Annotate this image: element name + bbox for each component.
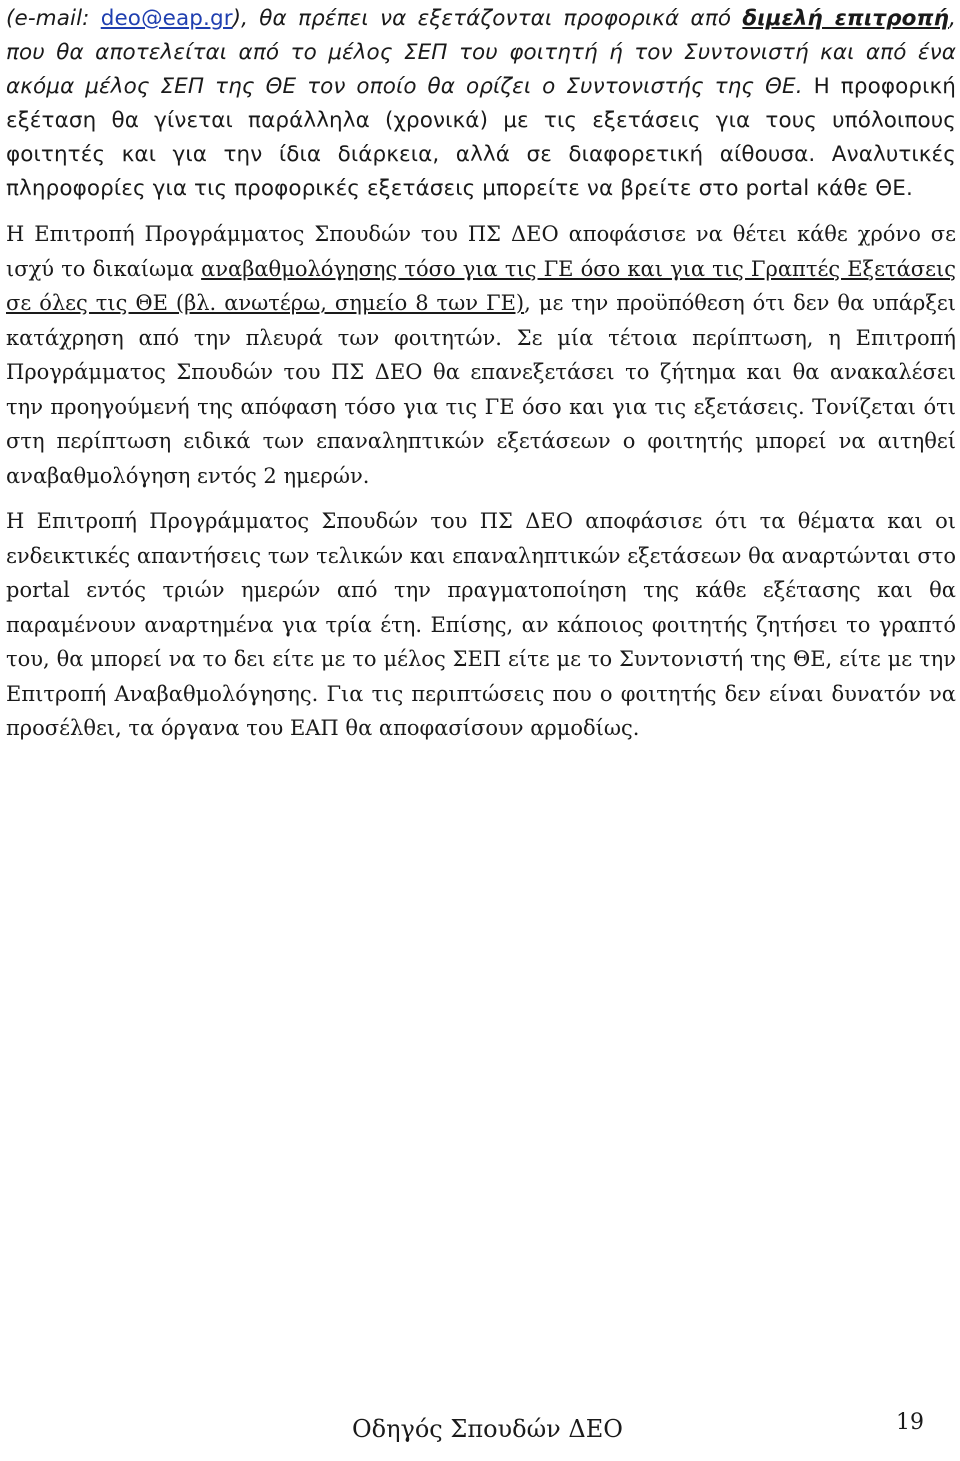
committee-emphasis: διμελή επιτροπή <box>742 6 950 31</box>
regrading-intro: Η Επιτροπή Προγράμματος Σπουδών του ΠΣ ΔΕΟ αποφάσισε να θέτει κάθε χρόνο σε ισχύ το δικαίωμα <box>6 222 956 281</box>
footer-title: Οδηγός Σπουδών ΔΕΟ <box>352 1415 623 1443</box>
page-footer <box>0 1410 960 1450</box>
committee-description: , που θα αποτελείται από το μέλος ΣΕΠ του φοιτητή ή τον Συντονιστή και από ένα ακόμα μέλος ΣΕΠ της ΘΕ τον οποίο θα ορίζει ο Συντονιστής της ΘΕ. <box>6 6 956 99</box>
email-prefix: (e-mail: <box>6 6 101 31</box>
email-link[interactable]: deo@eap.gr <box>100 6 233 31</box>
exam-publication-text: Η Επιτροπή Προγράμματος Σπουδών του ΠΣ ΔΕΟ αποφάσισε ότι τα θέματα και οι ενδεικτικές απαντήσεις των τελικών και επαναληπτικών εξετάσεων θα αναρτώνται στο portal εντός τριών ημερών από την πραγματοποίηση της κάθε εξέτασης και θα παραμένουν αναρτημένα για τρία έτη. Επίσης, αν κάποιος φοιτητής ζητήσει το γραπτό του, θα μπορεί να το δει είτε με το μέλος ΣΕΠ είτε με το Συντονιστή της ΘΕ, είτε με την Επιτροπή Αναβαθμολόγησης. Για τις περιπτώσεις που ο φοιτητής δεν είναι δυνατόν να προσέλθει, τα όργανα του ΕΑΠ θα αποφασίσουν αρμοδίως. <box>6 509 956 740</box>
oral-exam-details: Η προφορική εξέταση θα γίνεται παράλληλα (χρονικά) με τις εξετάσεις για τους υπόλοιπους φοιτητές και για την ίδια διάρκεια, αλλά σε διαφορετική αίθουσα. Αναλυτικές πληροφορίες για τις προφορικές εξετάσεις μπορείτε να βρείτε στο portal κάθε ΘΕ. <box>6 74 956 201</box>
oral-exam-intro: ), θα πρέπει να εξετάζονται προφορικά από <box>232 6 743 31</box>
regrading-scope: αναβαθμολόγησης τόσο για τις ΓΕ όσο και για τις Γραπτές Εξετάσεις σε όλες τις ΘΕ (βλ. ανωτέρω, σημείο 8 των ΓΕ) <box>6 256 956 315</box>
paragraph-oral-exam <box>6 2 956 206</box>
paragraph-exam-publication <box>6 504 956 746</box>
paragraph-regrading <box>6 217 956 493</box>
regrading-conditions: , με την προϋπόθεση ότι δεν θα υπάρξει κατάχρηση από την πλευρά των φοιτητών. Σε μία τέτοια περίπτωση, η Επιτροπή Προγράμματος Σπουδών του ΠΣ ΔΕΟ θα επανεξετάσει το ζήτημα και θα ανακαλέσει την προηγούμενή της απόφαση τόσο για τις ΓΕ όσο και για τις εξετάσεις. Τονίζεται ότι στη περίπτωση ειδικά των επαναληπτικών εξετάσεων ο φοιτητής μπορεί να αιτηθεί αναβαθμολόγηση εντός 2 ημερών. <box>6 291 957 488</box>
page-number: 19 <box>896 1410 924 1435</box>
